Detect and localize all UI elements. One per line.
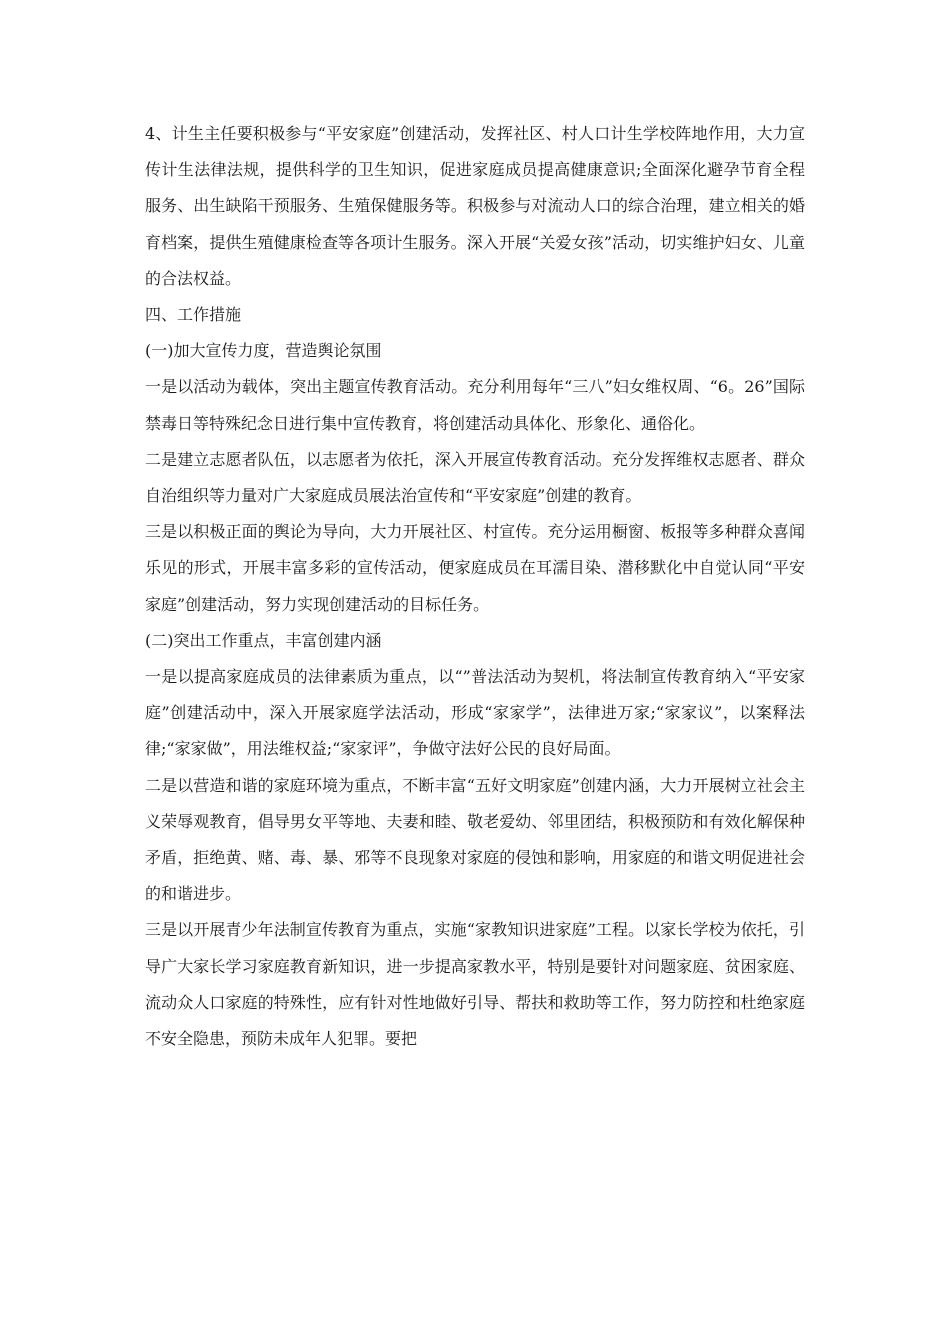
paragraph-publicity-3: 三是以积极正面的舆论为导向，大力开展社区、村宣传。充分运用橱窗、板报等多种群众喜闻乐见的形式，开展丰富多彩的宣传活动，便家庭成员在耳濡目染、潜移默化中自觉认同“平安家庭”创建活动，努力实现创建活动的目标任务。	[145, 522, 805, 614]
paragraph-publicity-2: 二是建立志愿者队伍，以志愿者为依托，深入开展宣传教育活动。充分发挥维权志愿者、群众自治组织等力量对广大家庭成员展法治宣传和“平安家庭”创建的教育。	[145, 449, 805, 506]
paragraph-key-work-1: 一是以提高家庭成员的法律素质为重点，以“”普法活动为契机，将法制宣传教育纳入“平安家庭”创建活动中，深入开展家庭学法活动，形成“家家学”，法律进万家;“家家议”，以案释法律;“家家做”，用法维权益;“家家评”，争做守法好公民的良好局面。	[145, 667, 805, 759]
paragraph-family-planning: 4、计生主任要积极参与“平安家庭”创建活动，发挥社区、村人口计生学校阵地作用，大力宣传计生法律法规，提供科学的卫生知识，促进家庭成员提高健康意识;全面深化避孕节育全程服务、出生缺陷干预服务、生殖保健服务等。积极参与对流动人口的综合治理，建立相关的婚育档案，提供生殖健康检查等各项计生服务。深入开展“关爱女孩”活动，切实维护妇女、儿童的合法权益。	[145, 124, 805, 288]
section-heading-work-measures: 四、工作措施	[145, 305, 242, 325]
document-body	[145, 116, 805, 1057]
paragraph-publicity-1: 一是以活动为载体，突出主题宣传教育活动。充分利用每年“三八”妇女维权周、“6。26”国际禁毒日等特殊纪念日进行集中宣传教育，将创建活动具体化、形象化、通俗化。	[145, 377, 805, 433]
subsection-heading-publicity: (一)加大宣传力度，营造舆论氛围	[145, 341, 382, 361]
paragraph-key-work-3: 三是以开展青少年法制宣传教育为重点，实施“家教知识进家庭”工程。以家长学校为依托，引导广大家长学习家庭教育新知识，进一步提高家教水平，特别是要针对问题家庭、贫困家庭、流动众人口家庭的特殊性，应有针对性地做好引导、帮扶和救助等工作，努力防控和杜绝家庭不安全隐患，预防未成年人犯罪。要把	[145, 920, 805, 1049]
subsection-heading-key-work: (二)突出工作重点，丰富创建内涵	[145, 630, 382, 650]
paragraph-key-work-2: 二是以营造和谐的家庭环境为重点，不断丰富“五好文明家庭”创建内涵，大力开展树立社会主义荣辱观教育，倡导男女平等地、夫妻和睦、敬老爱幼、邻里团结，积极预防和有效化解保种矛盾，拒绝黄、赌、毒、暴、邪等不良现象对家庭的侵蚀和影响，用家庭的和谐文明促进社会的和谐进步。	[145, 775, 805, 904]
